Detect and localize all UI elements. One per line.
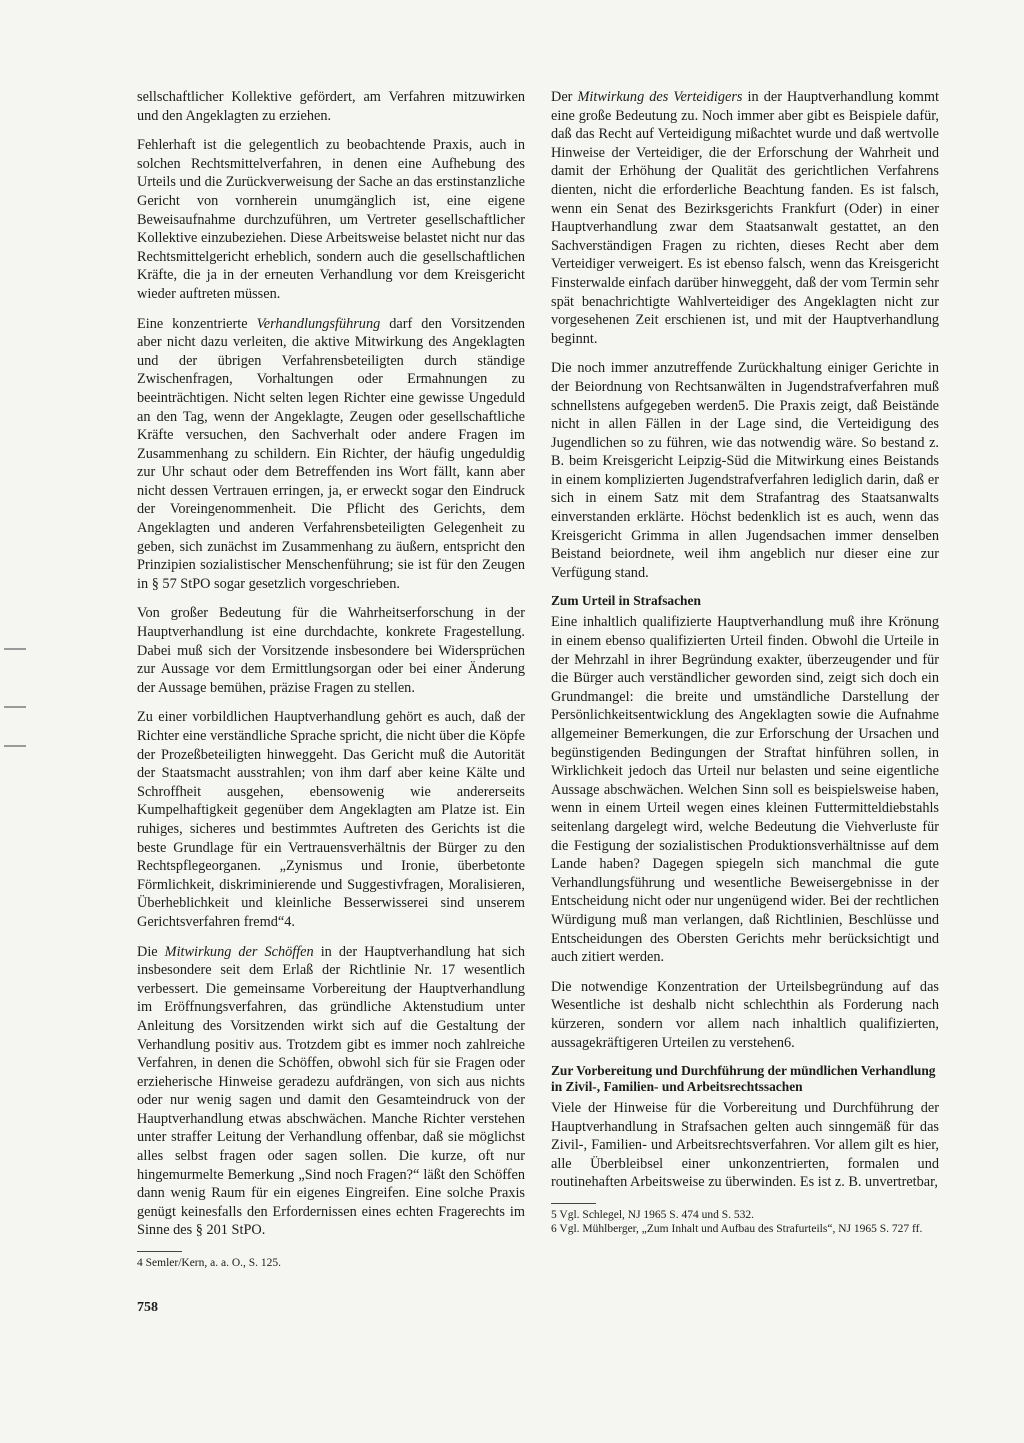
emphasized-term: Mitwirkung des Verteidigers: [577, 89, 743, 105]
footnote: 4 Semler/Kern, a. a. O., S. 125.: [137, 1257, 282, 1270]
paragraph: Der Mitwirkung des Verteidigers in der Hauptverhandlung kommt eine große Bedeutung zu. Noch immer aber gibt es Beispiele dafür, daß das Recht auf Verteidigung mißachtet wurde und daß wertvolle Hinweise der Verteidiger, die der Erforschung der Wahrheit und damit der Erhöhung der Qualität des gerichtlichen Verfahrens dienten, nicht die erforderliche Beachtung fanden. Es ist falsch, wenn ein Senat des Bezirksgerichts Frankfurt (Oder) in einer Hauptverhandlung zwar dem Staatsanwalt gestattet, an den Sachverständigen Fragen zu richten, dieses Recht aber dem Verteidiger verweigert. Es ist ebenso falsch, wenn das Kreisgericht Finsterwalde einfach darüber hinweggeht, daß der vom Termin sehr spät benachrichtigte Wahlverteidiger des Angeklagten nicht zur vorgesehenen Zeit erschienen ist, und mit der Hauptverhandlung beginnt.: [551, 89, 939, 347]
paragraph: Viele der Hinweise für die Vorbereitung und Durchführung der Hauptverhandlung in Strafsachen gelten auch sinngemäß für das Zivil-, Familien- und Arbeitsrechtsverfahren. Vor allem gilt es hier, alle Überbleibsel einer unkonzentrierten, formalen und routinehaften Arbeitsweise zu überwinden. Es ist z. B. unvertretbar,: [551, 1100, 939, 1191]
emphasized-term: Verhandlungsführung: [256, 315, 381, 332]
section-heading: Zur Vorbereitung und Durchführung der mündlichen Verhandlung in Zivil-, Familien- und Arbeitsrechtssachen: [551, 1063, 936, 1095]
right-text-column: [551, 88, 939, 1236]
paragraph: Fehlerhaft ist die gelegentlich zu beobachtende Praxis, auch in solchen Rechtsmittelverfahren, in denen eine Aufhebung des Urteils und die Zurückverweisung der Sache an das erstinstanzliche Gericht von vornherein unumgänglich ist, eine eigene Beweisaufnahme durchzuführen, um Vertreter gesellschaftlicher Kollektive einzubeziehen. Diese Arbeitsweise belastet nicht nur das Rechtsmittelgericht erheblich, sondern auch die gesellschaftlichen Kräfte, die ja in der erneuten Verhandlung vor dem Kreisgericht wieder auftreten müssen.: [137, 137, 525, 302]
footnote-divider: [551, 1203, 596, 1204]
section-heading: Zum Urteil in Strafsachen: [551, 593, 701, 609]
emphasized-term: Mitwirkung der Schöffen: [164, 943, 314, 960]
paragraph: Von großer Bedeutung für die Wahrheitserforschung in der Hauptverhandlung ist eine durchdachte, konkrete Fragestellung. Dabei muß sich der Vorsitzende insbesondere bei Widersprüchen zur Aussage vor dem Ermittlungsorgan oder bei einer Änderung der Aussage bemühen, präzise Fragen zu stellen.: [137, 605, 525, 696]
left-text-column: [137, 88, 525, 1270]
paragraph: Zu einer vorbildlichen Hauptverhandlung gehört es auch, daß der Richter eine verständliche Sprache spricht, die nicht über die Köpfe der Prozeßbeteiligten hinweggeht. Das Gericht muß die Autorität der Staatsmacht ausstrahlen; von ihm darf aber keine Kälte und Schroffheit ausgehen, ebensowenig wie andererseits Kumpelhaftigkeit gegenüber dem Angeklagten am Platze ist. Ein ruhiges, sicheres und bestimmtes Auftreten des Gerichts ist die beste Grundlage für ein Vertrauensverhältnis der Bürger zu den Rechtspflegeorganen. „Zynismus und Ironie, überbetonte Förmlichkeit, diskriminierende und Suggestivfragen, Moralisieren, Überheblichkeit und kleinliche Besserwisserei sind unserem Gerichtsverfahren fremd“4.: [137, 709, 525, 930]
paragraph: Die noch immer anzutreffende Zurückhaltung einiger Gerichte in der Beiordnung von Rechtsanwälten in Jugendstrafverfahren muß schnellstens aufgegeben werden5. Die Praxis zeigt, daß Beistände nicht in allen Fällen in der Lage sind, die Verteidigung des Jugendlichen so zu führen, wie das notwendig wäre. So bestand z. B. beim Kreisgericht Leipzig-Süd die Mitwirkung eines Beistands in einem komplizierten Jugendstrafverfahren lediglich darin, daß er sich in einem Satz mit dem Strafantrag des Staatsanwalts einverstanden erklärte. Höchst bedenklich ist es auch, wenn das Kreisgericht Grimma in allen Jugendsachen immer denselben Beistand beiordnete, weil ihm angeblich nur dieser eine zur Verfügung stand.: [551, 360, 939, 581]
paragraph: Die Mitwirkung der Schöffen in der Hauptverhandlung hat sich insbesondere seit dem Erlaß der Richtlinie Nr. 17 wesentlich verbessert. Die gemeinsame Vorbereitung der Hauptverhandlung im Eröffnungsverfahren, das gründliche Aktenstudium unter Anleitung des Vorsitzenden wirkt sich auf die Gestaltung der Verhandlung positiv aus. Trotzdem gibt es immer noch zahlreiche Verfahren, in denen die Schöffen, obwohl sich für sie Fragen oder erzieherische Hinweise geradezu aufdrängen, von sich aus nichts oder nur wenig sagen und damit den Gesamteindruck von der Hauptverhandlung etwas abschwächen. Manche Richter verstehen unter straffer Leitung der Verhandlung offenbar, daß sie möglichst alles selbst fragen oder sagen sollen. Die kurze, oft nur hingemurmelte Bemerkung „Sind noch Fragen?“ läßt den Schöffen dann wenig Raum für ein eigenes Eingreifen. Eine solche Praxis genügt keinesfalls den Erfordernissen eines echten Fragerechts im Sinne des § 201 StPO.: [137, 943, 526, 1239]
margin-mark: [4, 706, 26, 708]
margin-mark: [4, 745, 26, 747]
page-number: 758: [137, 1300, 158, 1315]
paragraph: sellschaftlicher Kollektive gefördert, am Verfahren mitzuwirken und den Angeklagten zu erziehen.: [137, 89, 525, 124]
paragraph: Eine konzentrierte Verhandlungsführung darf den Vorsitzenden aber nicht dazu verleiten, die aktive Mitwirkung des Angeklagten und der übrigen Verfahrensbeteiligten durch ständige Zwischenfragen, Vorhaltungen oder Ermahnungen zu beeinträchtigen. Nicht selten legen Richter eine gewisse Ungeduld an den Tag, wenn der Angeklagte, Zeugen oder gesellschaftliche Kräfte versuchen, den Sachverhalt oder andere Fragen im Zusammenhang zu schildern. Ein Richter, der häufig ungeduldig zur Uhr schaut oder dem Betreffenden ins Wort fällt, kann aber nicht dessen Vertrauen erringen, ja, er erweckt sogar den Eindruck der Voreingenommenheit. Die Pflicht des Gerichts, dem Angeklagten und anderen Verfahrensbeteiligten Gelegenheit zu geben, sich zunächst im Zusammenhang zu äußern, entspricht den Prinzipien sozialistischer Menschenführung; sie ist für den Zeugen in § 57 StPO sogar gesetzlich vorgeschrieben.: [137, 315, 525, 592]
margin-mark: [4, 648, 26, 650]
footnote-divider: [137, 1251, 182, 1252]
footnote: 6 Vgl. Mühlberger, „Zum Inhalt und Aufbau des Strafurteils“, NJ 1965 S. 727 ff.: [551, 1223, 923, 1236]
paragraph: Die notwendige Konzentration der Urteilsbegründung auf das Wesentliche ist deshalb nicht schlechthin als Forderung nach kürzeren, sondern vor allem nach inhaltlich qualifizierten, aussagekräftigeren Urteilen zu verstehen6.: [551, 978, 939, 1051]
footnote: 5 Vgl. Schlegel, NJ 1965 S. 474 und S. 532.: [551, 1209, 754, 1222]
paragraph: Eine inhaltlich qualifizierte Hauptverhandlung muß ihre Krönung in einem ebenso qualifizierten Urteil finden. Obwohl die Urteile in der Mehrzahl in ihrer Begründung exakter, überzeugender und für die Bürger auch verständlicher geworden sind, zeigt sich doch ein Grundmangel: die breite und umständliche Darstellung der Persönlichkeitsentwicklung des Angeklagten sowie die Aufnahme allgemeiner Bemerkungen, die zur Erforschung der Ursachen und begünstigenden Bedingungen der Straftat hinführen sollen, in Wirklichkeit jedoch das Urteil nur belasten und seine eigentliche Aussage abschwächen. Welchen Sinn soll es beispielsweise haben, wenn in einem Urteil wegen eines kleinen Futtermitteldiebstahls seitenlang dargelegt wird, welche Bedeutung die Viehverluste für die Festigung der sozialistischen Produktionsverhältnisse auf dem Lande haben? Dagegen spiegeln sich manchmal die gute Verhandlungsführung und wesentliche Beweisergebnisse in der Entscheidung nicht oder nur ungenügend wider. Bei der rechtlichen Würdigung muß man verlangen, daß Richtlinien, Beschlüsse und Entscheidungen des Obersten Gerichts mehr berücksichtigt und auch zitiert werden.: [551, 614, 939, 966]
